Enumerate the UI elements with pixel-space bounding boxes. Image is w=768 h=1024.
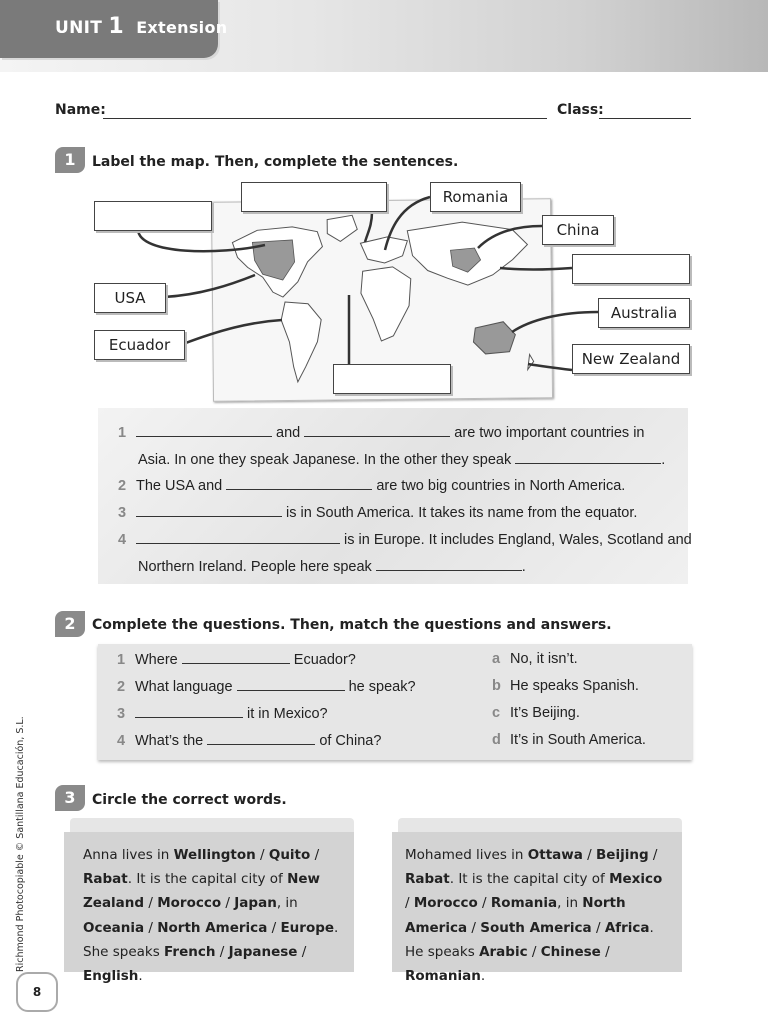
- word-option[interactable]: Europe: [280, 919, 335, 936]
- answer-a: a No, it isn’t.: [492, 651, 578, 667]
- blank[interactable]: [136, 424, 272, 437]
- paragraph-anna: Anna lives in Wellington / Quito / Rabat. It is the capital city of New Zealand / Morocco / Japan, in Oceania / North America / Europe. She speaks French / Japanese / English.: [83, 847, 339, 985]
- question-4: 4 What’s the of China?: [117, 733, 382, 749]
- unit-number: 1: [108, 14, 124, 39]
- map-label-australia: Australia: [598, 298, 690, 328]
- page-number: 8: [16, 972, 58, 1012]
- question-2: 2 What language he speak?: [117, 679, 416, 695]
- blank[interactable]: [136, 531, 340, 544]
- blank[interactable]: [226, 477, 372, 490]
- blank[interactable]: [207, 732, 315, 745]
- word-option[interactable]: Quito: [268, 847, 311, 863]
- blank[interactable]: [135, 705, 243, 718]
- word-option[interactable]: North America: [157, 919, 268, 936]
- map-label-china: China: [542, 215, 614, 245]
- exercise-1-badge: 1: [55, 147, 85, 173]
- word-option[interactable]: Mexico: [609, 871, 663, 888]
- exercise-1-instruction: Label the map. Then, complete the sentences.: [92, 154, 459, 170]
- class-label: Class:: [557, 102, 604, 118]
- sentence-4-line-2: Northern Ireland. People here speak .: [138, 559, 526, 575]
- unit-word: UNIT: [55, 18, 103, 38]
- exercise-3-badge: 3: [55, 785, 85, 811]
- word-option[interactable]: Romania: [490, 895, 558, 912]
- sentence-1-line-1: 1 and are two important countries in: [118, 425, 645, 441]
- word-option[interactable]: South America: [480, 919, 592, 936]
- blank[interactable]: [304, 424, 450, 437]
- word-option[interactable]: Wellington: [173, 847, 256, 863]
- answer-b: b He speaks Spanish.: [492, 678, 639, 694]
- blank[interactable]: [515, 451, 661, 464]
- question-1: 1 Where Ecuador?: [117, 652, 356, 668]
- sentence-3: 3 is in South America. It takes its name from the equator.: [118, 505, 638, 521]
- blank[interactable]: [136, 504, 282, 517]
- word-option[interactable]: Oceania: [83, 919, 145, 936]
- word-option[interactable]: French: [164, 943, 216, 960]
- word-option[interactable]: New Zealand: [83, 871, 321, 912]
- copyright-side-text: Richmond Photocopiable © Santillana Educación, S.L.: [15, 716, 26, 972]
- map-label-new-zealand: New Zealand: [572, 344, 690, 374]
- paragraph-mohamed: Mohamed lives in Ottawa / Beijing / Rabat. It is the capital city of Mexico / Morocco / Romania, in North America / South America / Africa. He speaks Arabic / Chinese / Romanian.: [405, 847, 663, 985]
- word-option[interactable]: Africa: [604, 919, 650, 936]
- question-3: 3 it in Mexico?: [117, 706, 328, 722]
- map-label-blank-1[interactable]: [94, 201, 212, 231]
- answer-d: d It’s in South America.: [492, 732, 646, 748]
- word-option[interactable]: Morocco: [413, 895, 478, 912]
- word-option[interactable]: English: [83, 968, 139, 985]
- word-option[interactable]: Japanese: [228, 943, 298, 960]
- sentence-2: 2 The USA and are two big countries in North America.: [118, 478, 626, 494]
- word-option[interactable]: Beijing: [596, 847, 649, 863]
- answer-c: c It’s Beijing.: [492, 705, 580, 721]
- blank[interactable]: [182, 651, 290, 664]
- word-option[interactable]: North America: [405, 895, 626, 936]
- word-option[interactable]: Japan: [234, 895, 277, 912]
- name-label: Name:: [55, 102, 106, 118]
- word-option[interactable]: Chinese: [540, 943, 601, 960]
- word-option[interactable]: Morocco: [157, 895, 222, 912]
- map-label-blank-4[interactable]: [333, 364, 451, 394]
- map-label-romania: Romania: [430, 182, 521, 212]
- word-option[interactable]: Romanian: [405, 968, 481, 985]
- exercise-2-badge: 2: [55, 611, 85, 637]
- word-option[interactable]: Ottawa: [527, 847, 583, 863]
- exercise-2-instruction: Complete the questions. Then, match the questions and answers.: [92, 617, 612, 633]
- map-label-ecuador: Ecuador: [94, 330, 185, 360]
- map-label-blank-3[interactable]: [572, 254, 690, 284]
- blank[interactable]: [376, 558, 522, 571]
- blank[interactable]: [237, 678, 345, 691]
- map-label-usa: USA: [94, 283, 166, 313]
- word-option[interactable]: Arabic: [479, 943, 528, 960]
- unit-extension: Extension: [136, 18, 228, 37]
- sentence-4-line-1: 4 is in Europe. It includes England, Wales, Scotland and: [118, 532, 692, 548]
- sentence-1-line-2: Asia. In one they speak Japanese. In the other they speak .: [138, 452, 666, 468]
- exercise-3-instruction: Circle the correct words.: [92, 792, 287, 808]
- map-label-blank-2[interactable]: [241, 182, 387, 212]
- word-option[interactable]: Rabat: [405, 871, 450, 888]
- word-option[interactable]: Rabat: [83, 871, 128, 888]
